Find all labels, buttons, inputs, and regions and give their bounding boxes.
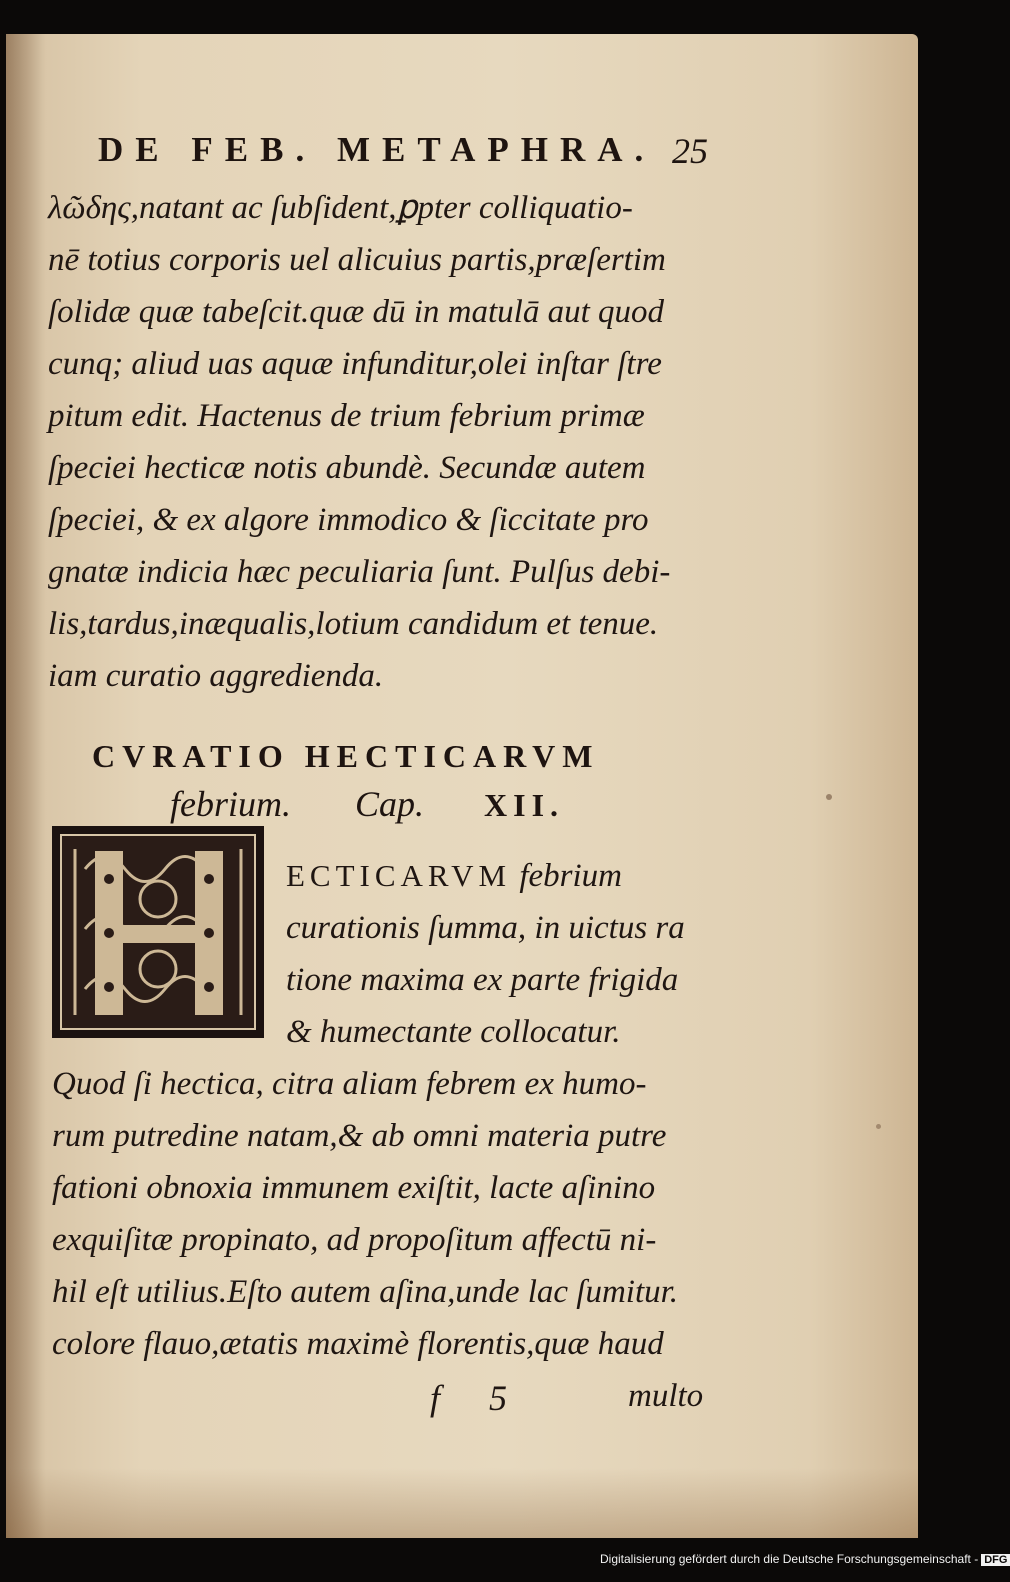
text-line: [286, 860, 622, 893]
running-head-title: DE FEB. METAPHRA.: [98, 130, 656, 169]
initial-continuation-caps: ECTICARVM: [286, 858, 512, 893]
text-line: & humectante collocatur.: [286, 1014, 621, 1050]
text-line: nē totius corporis uel alicuius partis,præſertim: [48, 242, 666, 278]
initial-ornament-icon: [55, 829, 261, 1035]
text-line: curationis ſumma, in uictus ra: [286, 910, 685, 946]
text-line: rum putredine natam,& ab omni materia putre: [52, 1118, 667, 1154]
page-number: 25: [672, 131, 708, 171]
chapter-label: Cap.: [355, 784, 425, 824]
paper-stain: [876, 1124, 881, 1129]
dfg-logo-badge: DFG: [981, 1554, 1010, 1566]
catchword: multo: [628, 1378, 704, 1414]
text-line: Quod ſi hectica, citra aliam febrem ex humo-: [52, 1066, 647, 1102]
text-line: tione maxima ex parte frigida: [286, 962, 679, 998]
book-page: [6, 34, 918, 1538]
text-line: fationi obnoxia immunem exiſtit, lacte aſinino: [52, 1170, 656, 1206]
chapter-subheading: [170, 786, 564, 822]
text-line: pitum edit. Hactenus de trium febrium primæ: [48, 398, 645, 434]
text-fragment: febrium: [511, 858, 623, 894]
text-line: exquiſitæ propinato, ad propoſitum affectū ni-: [52, 1222, 657, 1258]
chapter-heading: CVRATIO HECTICARVM: [92, 738, 600, 774]
text-line: ſolidæ quæ tabeſcit.quæ dū in matulā aut quod: [48, 294, 665, 330]
text-line: ſpeciei, & ex algore immodico & ſiccitate pro: [48, 502, 649, 538]
text-line: hil eſt utilius.Eſto autem aſina,unde lac ſumitur.: [52, 1274, 679, 1310]
credit-text: Digitalisierung gefördert durch die Deutsche Forschungsgemeinschaft -: [600, 1552, 979, 1566]
text-line: λῶδης,natant ac ſubſident,ꝑpter colliquatio-: [48, 190, 633, 226]
text-line: iam curatio aggredienda.: [48, 658, 384, 694]
decorated-initial: [52, 826, 264, 1038]
chapter-subheading-word: febrium.: [170, 784, 291, 824]
text-line: colore flauo,ætatis maximè florentis,quæ haud: [52, 1326, 664, 1362]
running-head: [98, 130, 708, 180]
chapter-number: XII.: [484, 787, 565, 823]
signature-mark: f 5: [430, 1378, 528, 1418]
text-line: ſpeciei hecticæ notis abundè. Secundæ autem: [48, 450, 646, 486]
text-line: cunq; aliud uas aquæ infunditur,olei inſtar ſtre: [48, 346, 662, 382]
text-line: lis,tardus,inæqualis,lotium candidum et tenue.: [48, 606, 659, 642]
text-line: gnatæ indicia hæc peculiaria ſunt. Pulſus debi-: [48, 554, 671, 590]
digitization-credit: [600, 1552, 1008, 1576]
paper-stain: [826, 794, 832, 800]
